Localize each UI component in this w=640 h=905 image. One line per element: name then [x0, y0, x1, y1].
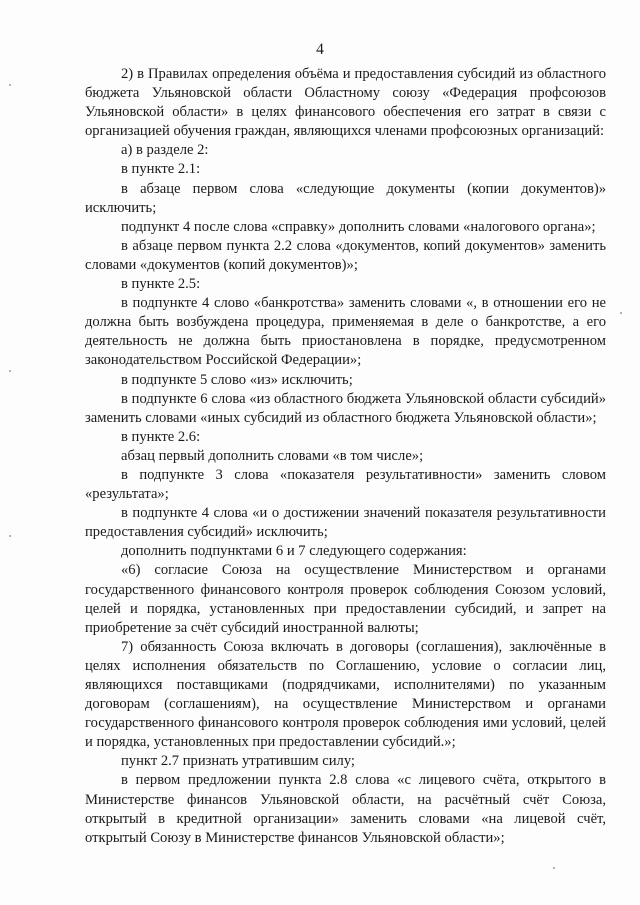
paragraph: в подпункте 6 слова «из областного бюджета Ульяновской области субсидий» заменить словами «иных субсидий из областного бюджета Ульяновской области»; — [85, 390, 606, 426]
paragraph: подпункт 4 после слова «справку» дополнить словами «налогового органа»; — [121, 218, 596, 235]
paragraph: абзац первый дополнить словами «в том числе»; — [121, 447, 424, 464]
scan-speck — [9, 84, 11, 86]
page-number: 4 — [316, 41, 324, 58]
paragraph: в пункте 2.1: — [121, 161, 201, 178]
paragraph: в пункте 2.6: — [121, 428, 201, 445]
scan-speck — [553, 867, 555, 869]
paragraph: в первом предложении пункта 2.8 слова «с лицевого счёта, открытого в Министерстве финансов Ульяновской области, на расчётный счёт Союза, открытый в кредитной организации» заменить словами «на лицевой счёт, открытый Союзу в Министерстве финансов Ульяновской области»; — [85, 772, 606, 846]
paragraph: в подпункте 5 слово «из» исключить; — [121, 371, 353, 388]
document-body — [85, 65, 606, 848]
paragraph: в подпункте 4 слова «и о достижении значений показателя результативности предоставления субсидий» исключить; — [85, 505, 606, 541]
paragraph: в подпункте 3 слова «показателя результативности» заменить словом «результата»; — [85, 466, 606, 503]
paragraph: а) в разделе 2: — [121, 142, 209, 159]
paragraph: пункт 2.7 признать утратившим силу; — [121, 753, 355, 770]
paragraph: в пункте 2.5: — [121, 276, 201, 293]
scan-speck — [620, 312, 622, 314]
scan-speck — [9, 370, 11, 372]
paragraph: «6) согласие Союза на осуществление Министерством и органами государственного финансового контроля проверок соблюдения Союзом условий, целей и порядка, установленных при предоставлении субсидий, и запрет на приобретение за счёт субсидий иностранной валюты; — [85, 562, 606, 636]
scan-speck — [9, 535, 11, 537]
paragraph: дополнить подпунктами 6 и 7 следующего содержания: — [121, 543, 467, 560]
paragraph: 7) обязанность Союза включать в договоры (соглашения), заключённые в целях исполнения обязательств по Соглашению, условие о согласии лиц, являющихся поставщиками (подрядчиками, исполнителями) по указанным договорам (соглашениям), на осуществление Министерством и органами государственного финансового контроля проверок соблюдения ими условий, целей и порядка, установленных при предоставлении субсидий.»; — [85, 638, 606, 751]
paragraph: в подпункте 4 слово «банкротства» заменить словами «, в отношении его не должна быть возбуждена процедура, применяемая в деле о банкротстве, а его деятельность не должна быть приостановлена в порядке, предусмотренном законодательством Российской Федерации»; — [85, 295, 606, 369]
paragraph: в абзаце первом пункта 2.2 слова «документов, копий документов» заменить словами «документов (копий документов)»; — [85, 237, 606, 273]
paragraph: 2) в Правилах определения объёма и предоставления субсидий из областного бюджета Ульяновской области Областному союзу «Федерация профсоюзов Ульяновской области» в целях финансового обеспечения его затрат в связи с организацией обучения граждан, являющихся членами профсоюзных организаций: — [85, 66, 606, 140]
paragraph: в абзаце первом слова «следующие документы (копии документов)» исключить; — [85, 180, 606, 216]
